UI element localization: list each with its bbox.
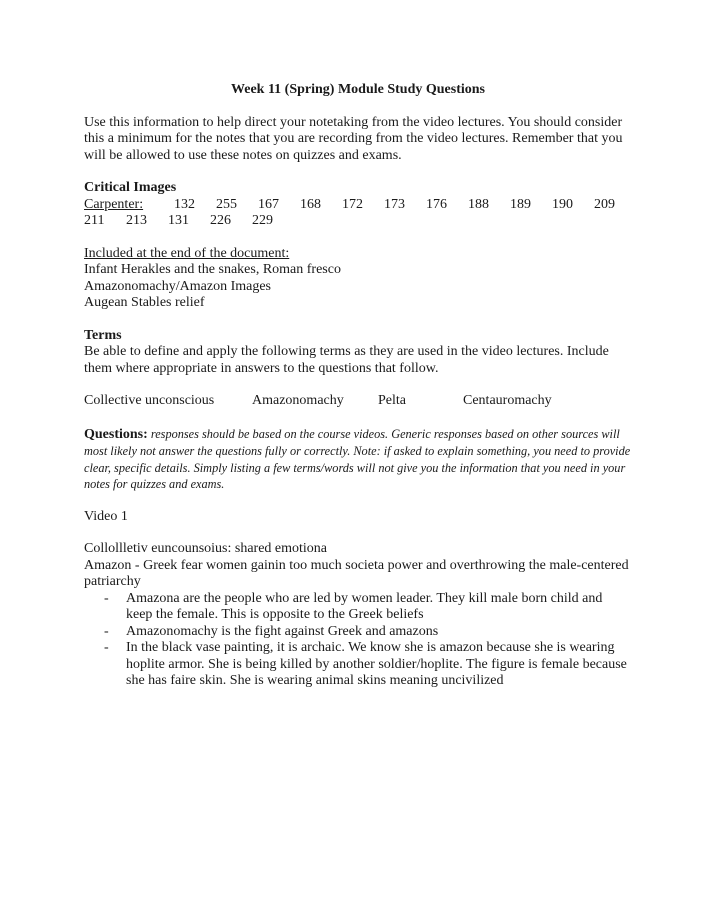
carpenter-label: Carpenter: bbox=[84, 196, 144, 212]
spacer bbox=[84, 493, 632, 509]
dash-marker: - bbox=[104, 623, 109, 639]
included-item: Amazonomachy/Amazon Images bbox=[84, 278, 271, 294]
image-number: 176 bbox=[426, 196, 447, 212]
spacer bbox=[84, 230, 632, 246]
notes-bullet-text: Amazona are the people who are led by women leader. They kill male born child and keep the female. This is opposite to the Greek beliefs bbox=[126, 590, 603, 622]
spacer bbox=[84, 410, 632, 426]
spacer bbox=[84, 525, 632, 541]
notes-line: Collollletiv euncounsoius: shared emotiona bbox=[84, 541, 328, 556]
image-number: 172 bbox=[342, 196, 363, 212]
included-heading: Included at the end of the document: bbox=[84, 245, 290, 261]
spacer bbox=[84, 312, 632, 328]
page-title: Week 11 (Spring) Module Study Questions bbox=[231, 82, 485, 97]
term-item: Pelta bbox=[378, 393, 406, 408]
image-number: 173 bbox=[384, 196, 405, 212]
questions-label: Questions: bbox=[84, 426, 148, 442]
image-number: 226 bbox=[210, 213, 231, 228]
notes-bullet bbox=[84, 624, 632, 641]
spacer bbox=[84, 164, 632, 180]
intro-paragraph: Use this information to help direct your notetaking from the video lectures. You should consider this a minimum for the notes that you are recording from the video lectures. Remember that you will be allowed to use these notes on quizzes and exams. bbox=[84, 114, 623, 163]
notes-bullet bbox=[84, 640, 632, 690]
term-item: Centauromachy bbox=[463, 393, 552, 408]
image-number: 190 bbox=[552, 196, 573, 212]
questions-paragraph bbox=[84, 426, 632, 493]
document-page bbox=[84, 82, 632, 690]
notes-bullet bbox=[84, 591, 632, 624]
terms-instructions: Be able to define and apply the following terms as they are used in the video lectures. Include them where appropriate in answers to the questions that follow. bbox=[84, 344, 609, 376]
terms-heading: Terms bbox=[84, 327, 122, 343]
term-item: Collective unconscious bbox=[84, 393, 215, 408]
dash-marker: - bbox=[104, 590, 109, 606]
image-number: 189 bbox=[510, 196, 531, 212]
image-number: 209 bbox=[594, 196, 615, 212]
critical-images-heading: Critical Images bbox=[84, 180, 177, 195]
image-number: 255 bbox=[216, 196, 237, 212]
image-number: 188 bbox=[468, 196, 489, 212]
image-number: 167 bbox=[258, 196, 279, 212]
image-number: 168 bbox=[300, 196, 321, 212]
image-number: 131 bbox=[168, 213, 189, 228]
notes-bullet-text: In the black vase painting, it is archaic. We know she is amazon because she is wearing hoplite armor. She is being killed by another soldier/hoplite. The figure is female because she has faire skin. She is wearing animal skins meaning uncivilized bbox=[126, 640, 627, 688]
dash-marker: - bbox=[104, 640, 109, 655]
included-item: Augean Stables relief bbox=[84, 295, 205, 310]
image-number: 132 bbox=[174, 196, 195, 212]
term-item: Amazonomachy bbox=[252, 393, 344, 408]
critical-images-row-2 bbox=[84, 213, 632, 230]
notes-bullet-list bbox=[84, 591, 632, 690]
image-number: 211 bbox=[84, 213, 105, 228]
video-label: Video 1 bbox=[84, 508, 128, 524]
included-item: Infant Herakles and the snakes, Roman fresco bbox=[84, 262, 341, 277]
questions-text: responses should be based on the course videos. Generic responses based on other sources will most likely not answer the questions fully or correctly. Note: if asked to explain something, you need to provide clear, specific details. Simply listing a few terms/words will not give you the information that you need in your notes for quizzes and exams. bbox=[84, 426, 631, 491]
critical-images-row-1 bbox=[84, 197, 632, 214]
terms-list bbox=[84, 393, 632, 410]
notes-bullet-text: Amazonomachy is the fight against Greek and amazons bbox=[126, 623, 439, 639]
notes-line: Amazon - Greek fear women gainin too much societa power and overthrowing the male-centered patriarchy bbox=[84, 557, 629, 589]
spacer bbox=[84, 377, 632, 393]
image-number: 213 bbox=[126, 213, 147, 228]
image-number: 229 bbox=[252, 213, 273, 228]
